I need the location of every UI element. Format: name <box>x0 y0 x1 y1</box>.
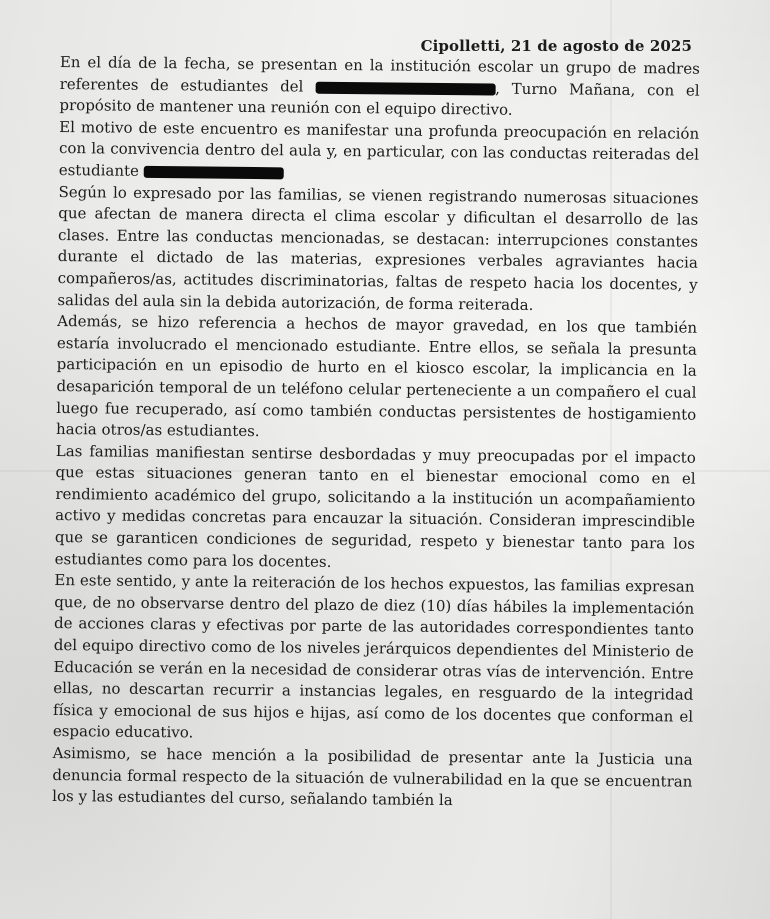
paragraph-motive-text: El motivo de este encuentro es manifestar una profunda preocupación en relación con la convivencia dentro del aula y, en particular, con las conductas reiteradas del estudiante <box>58 117 700 180</box>
redaction-mark <box>315 81 495 95</box>
paragraph-serious-events: Además, se hizo referencia a hechos de mayor gravedad, en los que también estaría involucrado el mencionado estudiante. Entre ellos, se señala la presunta participación en un episodio de hurto en el kiosco escolar, la implicancia en la desaparición temporal de un teléfono celular perteneciente a un compañero el cual luego fue recuperado, así como también conductas persistentes de hostigamiento hacia otros/as estudiantes. <box>55 312 698 441</box>
redaction-mark <box>144 166 284 179</box>
paragraph-intro-text-a: En el día de la fecha, se presentan en la institución escolar un grupo de madres referentes de estudiantes del <box>59 52 700 96</box>
paragraph-deadline: En este sentido, y ante la reiteración de los hechos expuestos, las familias expresan que, de no observarse dentro del plazo de diez (10) días hábiles la implementación de acciones claras y efectivas por parte de las autoridades correspondientes tanto del equipo directivo como de los niveles jerárquicos dependientes del Ministerio de Educación se verán en la necesidad de considerar otras vías de intervención. Entre ellas, no descartan recurrir a instancias legales, en resguardo de la integridad física y emocional de sus hijos e hijas, así como de los docentes que conforman el espacio educativo. <box>52 571 695 742</box>
document-body <box>52 52 700 814</box>
date-line: Cipolletti, 21 de agosto de 2025 <box>420 37 692 55</box>
paragraph-motive <box>59 117 700 188</box>
paragraph-conducts: Según lo expresado por las familias, se vienen registrando numerosas situaciones que afectan de manera directa el clima escolar y dificultan el desarrollo de las clases. Entre las conductas mencionadas, se destacan: interrupciones constantes durante el dictado de las materias, expresiones verbales agraviantes hacia compañeros/as, actitudes discriminatorias, faltas de respeto hacia los docentes, y salidas del aula sin la debida autorización, de forma reiterada. <box>57 182 699 314</box>
paragraph-intro-text-b: , Turno Mañana, con el propósito de mantener una reunión con el equipo directivo. <box>59 79 700 119</box>
paragraph-families-concern: Las familias manifiestan sentirse desbordadas y muy preocupadas por el impacto que estas situaciones generan tanto en el bienestar emocional como en el rendimiento académico del grupo, solicitando a la institución un acompañamiento activo y medidas concretas para encauzar la situación. Consideran imprescindible que se garanticen condiciones de seguridad, respeto y bienestar tanto para los estudiantes como para los docentes. <box>54 441 696 571</box>
paragraph-legal-action: Asimismo, se hace mención a la posibilidad de presentar ante la Justicia una denuncia formal respecto de la situación de vulnerabilidad en la que se encuentran los y las estudiantes del curso, señalando también la <box>52 743 693 810</box>
paragraph-intro <box>59 52 700 123</box>
